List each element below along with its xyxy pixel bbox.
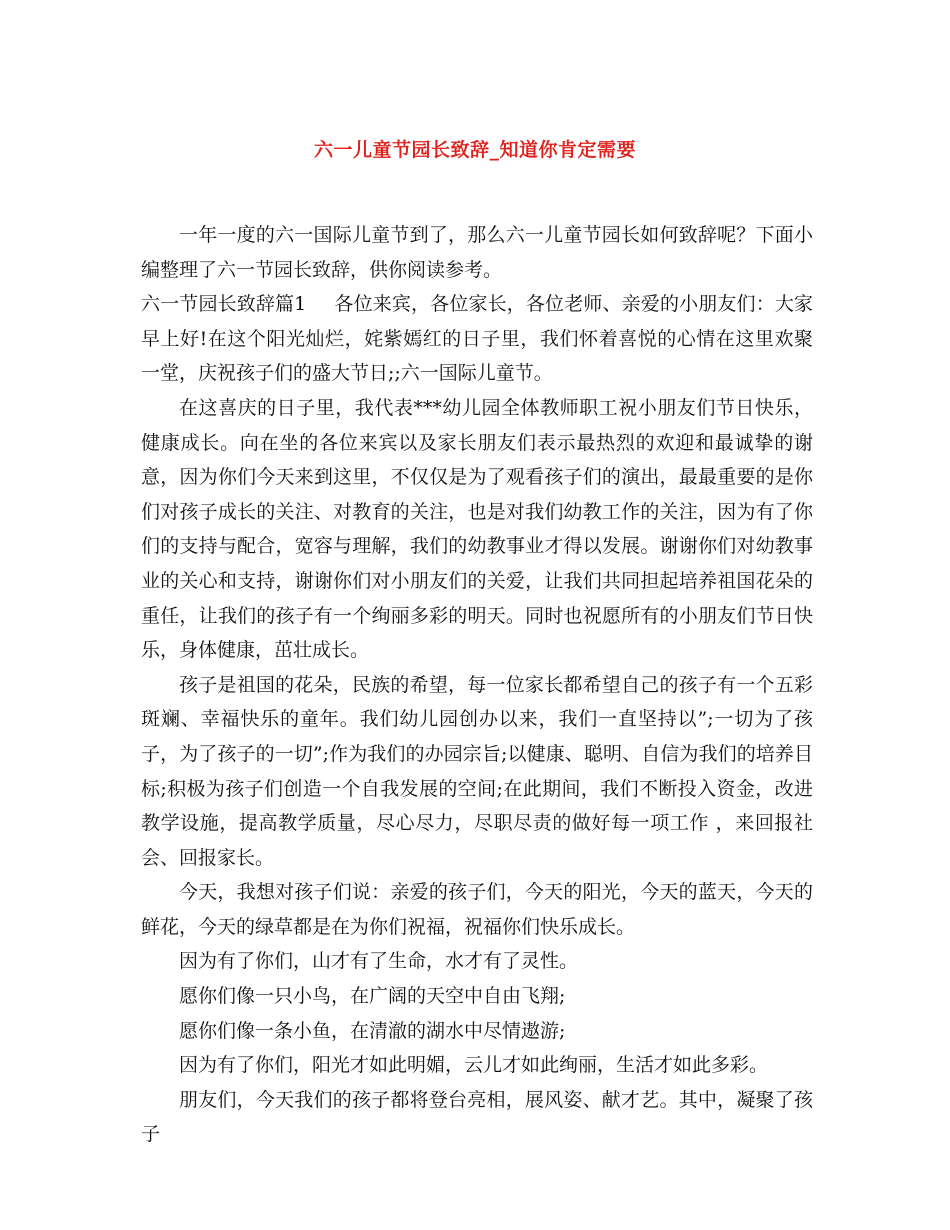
document-body bbox=[141, 218, 813, 1152]
section-heading: 六一节园长致辞篇1 bbox=[141, 293, 307, 316]
body-paragraph: 愿你们像一条小鱼，在清澈的湖水中尽情遨游; bbox=[179, 1019, 566, 1042]
body-paragraph: 今天，我想对孩子们说：亲爱的孩子们，今天的阳光，今天的蓝天，今天的鲜花，今天的绿草都是在为你们祝福，祝福你们快乐成长。 bbox=[141, 881, 813, 938]
intro-paragraph: 一年一度的六一国际儿童节到了，那么六一儿童节园长如何致辞呢？下面小编整理了六一节园长致辞，供你阅读参考。 bbox=[141, 224, 813, 281]
body-paragraph: 因为有了你们，阳光才如此明媚，云儿才如此绚丽，生活才如此多彩。 bbox=[179, 1054, 769, 1077]
body-paragraph: 愿你们像一只小鸟，在广阔的天空中自由飞翔; bbox=[179, 985, 566, 1008]
document-title: 六一儿童节园长致辞_知道你肯定需要 bbox=[313, 138, 636, 161]
body-paragraph: 因为有了你们，山才有了生命，水才有了灵性。 bbox=[179, 950, 579, 973]
body-paragraph: 在这喜庆的日子里，我代表***幼儿园全体教师职工祝小朋友们节日快乐，健康成长。向在坐的各位来宾以及家长朋友们表示最热烈的欢迎和最诚挚的谢意，因为你们今天来到这里，不仅仅是为了观看孩子们的演出，最最重要的是你们对孩子成长的关注、对教育的关注，也是对我们幼教工作的关注，因为有了你们的支持与配合，宽容与理解，我们的幼教事业才得以发展。谢谢你们对幼教事业的关心和支持，谢谢你们对小朋友们的关爱，让我们共同担起培养祖国花朵的重任，让我们的孩子有一个绚丽多彩的明天。同时也祝愿所有的小朋友们节日快乐，身体健康，茁壮成长。 bbox=[141, 396, 813, 662]
greeting-text: 各位来宾，各位家长，各位老师、亲爱的小朋友们：大家早上好!在这个阳光灿烂，姹紫嫣红的日子里，我们怀着喜悦的心情在这里欢聚一堂，庆祝孩子们的盛大节日;;六一国际儿童节。 bbox=[141, 293, 813, 385]
body-paragraph: 孩子是祖国的花朵，民族的希望，每一位家长都希望自己的孩子有一个五彩斑斓、幸福快乐的童年。我们幼儿园创办以来，我们一直坚持以”;一切为了孩子，为了孩子的一切”;作为我们的办园宗旨;以健康、聪明、自信为我们的培养目标;积极为孩子们创造一个自我发展的空间;在此期间，我们不断投入资金，改进教学设施，提高教学质量，尽心尽力，尽职尽责的做好每一项工作 ，来回报社会、回报家长。 bbox=[141, 673, 813, 869]
body-paragraph: 朋友们，今天我们的孩子都将登台亮相，展风姿、献才艺。其中，凝聚了孩子 bbox=[141, 1088, 813, 1146]
section-1-paragraph bbox=[141, 287, 813, 391]
